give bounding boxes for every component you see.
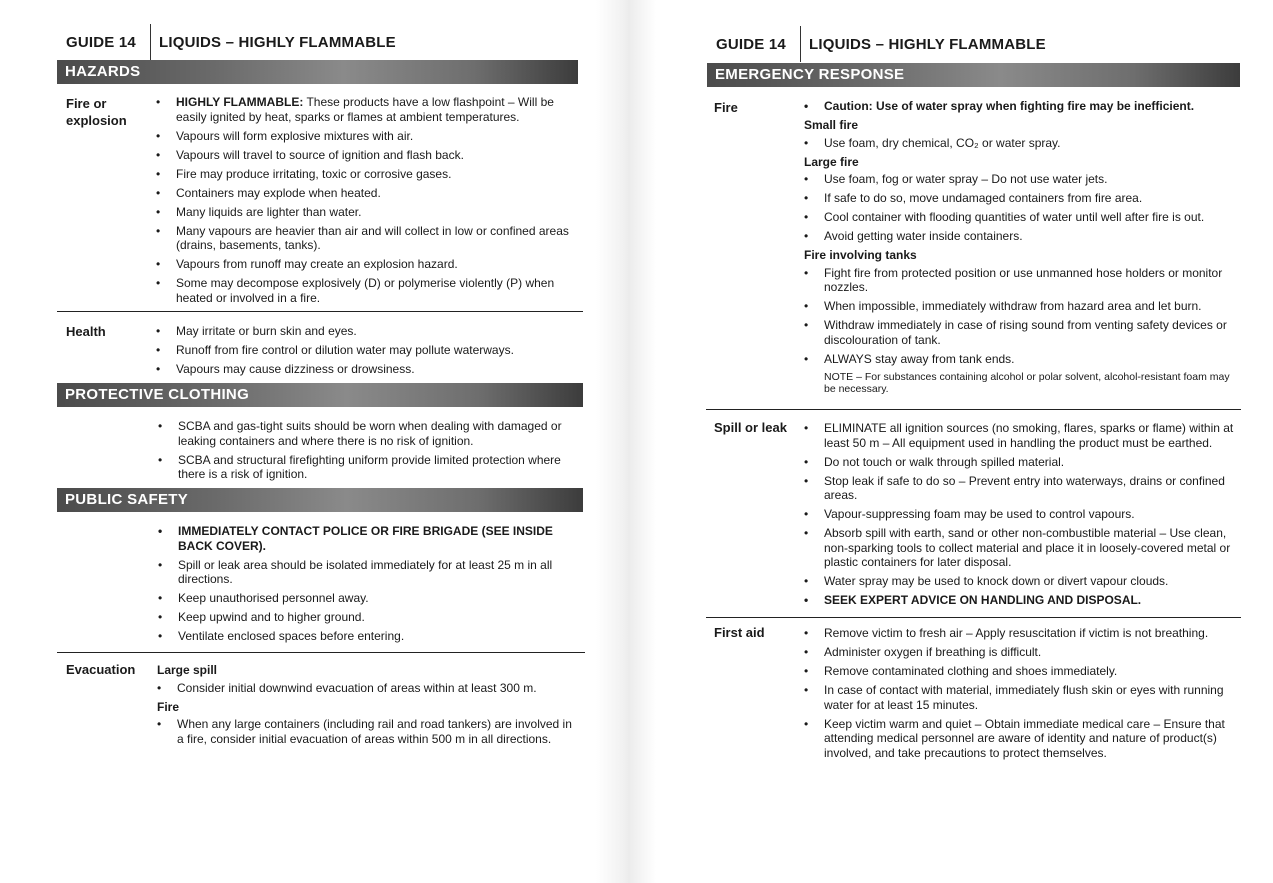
small-fire-label: Small fire: [804, 118, 859, 132]
fire-explosion-label: Fire or explosion: [66, 96, 127, 128]
spill-leak-label: Spill or leak: [714, 420, 787, 435]
tanks-label: Fire involving tanks: [804, 248, 917, 262]
list-item: • Many vapours are heavier than air and will collect in low or confined areas (drains, basements, tanks).: [156, 224, 576, 253]
list-item: • Remove contaminated clothing and shoes immediately.: [804, 664, 1234, 679]
list-item: • If safe to do so, move undamaged containers from fire area.: [804, 191, 1234, 206]
protective-list: [158, 419, 568, 486]
list-item: • Vapours may cause dizziness or drowsiness.: [156, 362, 576, 377]
fire-item-text: These products have a low flashpoint – Will be easily ignited by heat, sparks or flames at ambient temperatures.: [176, 95, 554, 124]
list-item: • ALWAYS stay away from tank ends.: [804, 352, 1234, 367]
guide-header: [66, 24, 396, 60]
list-item: • Withdraw immediately in case of rising sound from venting safety devices or discolouration of tank.: [804, 318, 1234, 347]
emergency-response-heading: EMERGENCY RESPONSE: [707, 63, 1240, 87]
large-fire-label: Large fire: [804, 154, 859, 169]
list-item: • Absorb spill with earth, sand or other non-combustible material – Use clean, non-sparking tools to collect material and place it in loosely-covered metal or plastic containers for later disposal.: [804, 526, 1234, 570]
header-divider: [800, 26, 801, 62]
first-aid-list: [804, 626, 1234, 765]
note-text: NOTE – For substances containing alcohol or polar solvent, alcohol-resistant foam may be necessary.: [824, 370, 1230, 395]
fire-explosion-list: [156, 95, 576, 310]
evacuation-list: [157, 661, 572, 751]
section-divider: [57, 652, 585, 653]
guide-number: GUIDE 14: [66, 33, 136, 51]
caution-item: • Caution: Use of water spray when fighting fire may be inefficient.: [804, 99, 1234, 114]
public-safety-heading: PUBLIC SAFETY: [57, 488, 583, 512]
list-item: • SCBA and gas-tight suits should be worn when dealing with damaged or leaking containers and where there is no risk of ignition.: [158, 419, 568, 448]
header-divider: [150, 24, 151, 60]
list-item: • Containers may explode when heated.: [156, 186, 576, 201]
list-item: • Use foam, fog or water spray – Do not use water jets.: [804, 172, 1234, 187]
list-item: • ELIMINATE all ignition sources (no smoking, flares, sparks or flame) within at least 50 m – All equipment used in handling the product must be earthed.: [804, 421, 1234, 450]
list-item: • Ventilate enclosed spaces before entering.: [158, 629, 568, 644]
list-item: • When impossible, immediately withdraw from hazard area and let burn.: [804, 299, 1234, 314]
fire-response-list: [804, 99, 1234, 400]
list-item: • Vapours from runoff may create an explosion hazard.: [156, 257, 576, 272]
list-item: • Vapours will form explosive mixtures with air.: [156, 129, 576, 144]
list-item: • Use foam, dry chemical, CO₂ or water spray.: [804, 136, 1234, 151]
evacuation-fire-label: Fire: [157, 699, 180, 714]
list-item: • Many liquids are lighter than water.: [156, 205, 576, 220]
list-item: • Spill or leak area should be isolated immediately for at least 25 m in all directions.: [158, 558, 568, 587]
list-item: • Avoid getting water inside containers.: [804, 229, 1234, 244]
list-item: • Keep victim warm and quiet – Obtain immediate medical care – Ensure that attending medical personnel are aware of identity and nature of product(s) involved, and take precautions to protect themselves.: [804, 717, 1234, 761]
large-spill-label: Large spill: [157, 663, 218, 677]
spill-leak-list: [804, 421, 1234, 612]
list-item: • When any large containers (including rail and road tankers) are involved in a fire, consider initial evacuation of areas within 500 m in all directions.: [157, 717, 572, 746]
guide-header: [716, 26, 1046, 62]
list-item: • Stop leak if safe to do so – Prevent entry into waterways, drains or confined areas.: [804, 474, 1234, 503]
list-item: • Consider initial downwind evacuation of areas within at least 300 m.: [157, 681, 572, 696]
section-divider: [706, 409, 1241, 410]
list-item: • Do not touch or walk through spilled material.: [804, 455, 1234, 470]
list-item: • Fight fire from protected position or use unmanned hose holders or monitor nozzles.: [804, 266, 1234, 295]
evacuation-label: Evacuation: [66, 662, 136, 677]
list-item: • Some may decompose explosively (D) or polymerise violently (P) when heated or involved in a fire.: [156, 276, 576, 305]
list-item: • Remove victim to fresh air – Apply resuscitation if victim is not breathing.: [804, 626, 1234, 641]
health-label: Health: [66, 324, 106, 339]
health-list: [156, 324, 576, 381]
right-page: [640, 0, 1273, 883]
list-item: • Cool container with flooding quantities of water until well after fire is out.: [804, 210, 1234, 225]
first-aid-label: First aid: [714, 625, 765, 640]
list-item: • In case of contact with material, immediately flush skin or eyes with running water for at least 15 minutes.: [804, 683, 1234, 712]
list-item: • Administer oxygen if breathing is difficult.: [804, 645, 1234, 660]
public-safety-list: [158, 524, 568, 648]
protective-clothing-heading: PROTECTIVE CLOTHING: [57, 383, 583, 407]
list-item: • Vapours will travel to source of ignition and flash back.: [156, 148, 576, 163]
list-item: • Water spray may be used to knock down or divert vapour clouds.: [804, 574, 1234, 589]
list-item: • SEEK EXPERT ADVICE ON HANDLING AND DISPOSAL.: [804, 593, 1234, 608]
list-item: • Vapour-suppressing foam may be used to control vapours.: [804, 507, 1234, 522]
list-item: • Keep unauthorised personnel away.: [158, 591, 568, 606]
guide-title: LIQUIDS – HIGHLY FLAMMABLE: [158, 33, 396, 51]
list-item: • May irritate or burn skin and eyes.: [156, 324, 576, 339]
list-item: • HIGHLY FLAMMABLE: These products have a low flashpoint – Will be easily ignited by heat, sparks or flames at ambient temperatures.: [156, 95, 576, 124]
list-item: • Keep upwind and to higher ground.: [158, 610, 568, 625]
guide-title: LIQUIDS – HIGHLY FLAMMABLE: [808, 35, 1046, 53]
section-divider: [706, 617, 1241, 618]
hazards-heading: HAZARDS: [57, 60, 578, 84]
list-item: • Fire may produce irritating, toxic or corrosive gases.: [156, 167, 576, 182]
list-item: • IMMEDIATELY CONTACT POLICE OR FIRE BRIGADE (SEE INSIDE BACK COVER).: [158, 524, 568, 553]
list-item: • Runoff from fire control or dilution water may pollute waterways.: [156, 343, 576, 358]
guide-number: GUIDE 14: [716, 35, 786, 53]
section-divider: [57, 311, 583, 312]
fire-label: Fire: [714, 100, 738, 115]
list-item: • SCBA and structural firefighting uniform provide limited protection where there is a risk of ignition.: [158, 453, 568, 482]
